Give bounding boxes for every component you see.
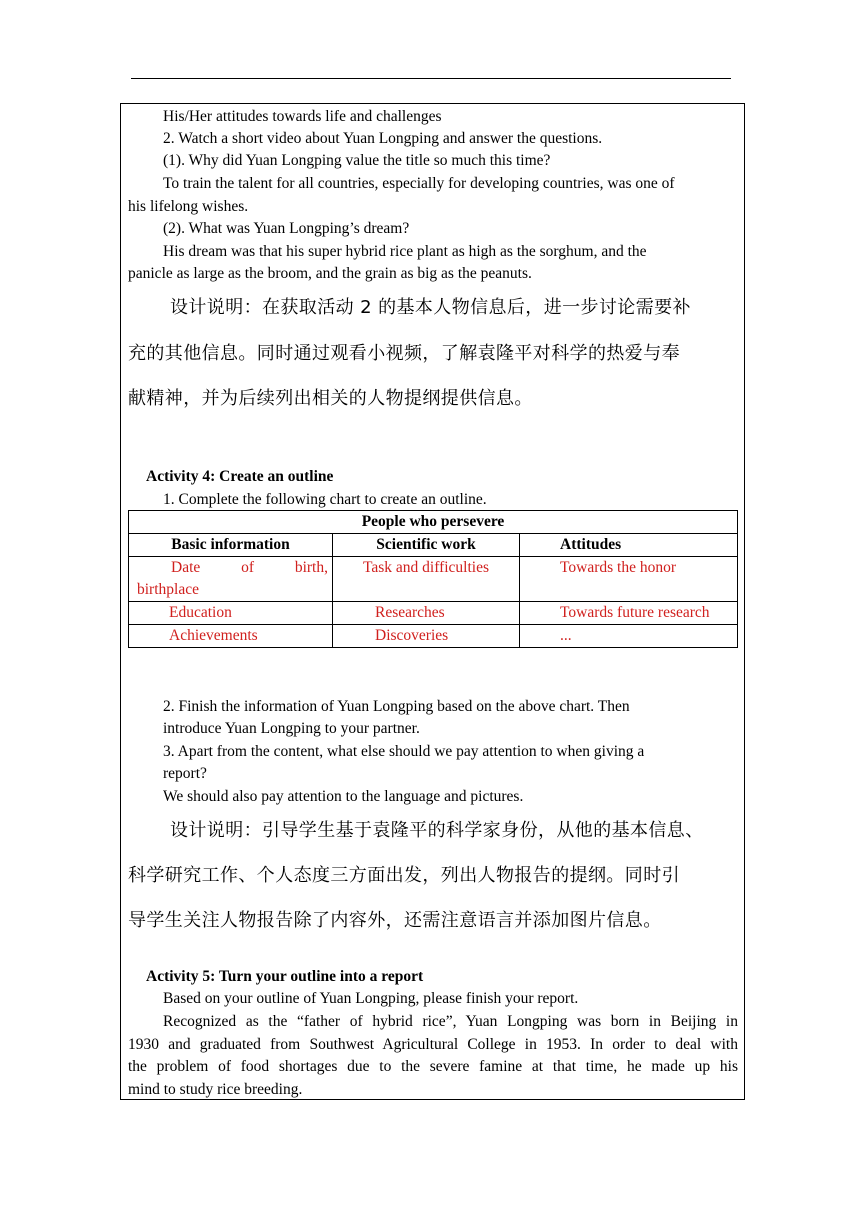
activity-5-para-line1: Recognized as the “father of hybrid rice”, Yuan Longping was born in Beijing in	[163, 1013, 738, 1030]
cell-future-research: Towards future research	[520, 602, 738, 625]
activity-4-step3-line2: report?	[163, 765, 207, 782]
cell-word: of	[241, 559, 255, 576]
cell-researches: Researches	[333, 602, 520, 625]
activity-5-para-line2: 1930 and graduated from Southwest Agricultural College in 1953. In order to deal with	[128, 1036, 738, 1053]
answer-2-1-line2: his lifelong wishes.	[128, 198, 249, 215]
cell-education: Education	[129, 602, 333, 625]
outline-table	[128, 510, 738, 648]
activity-4-step2-line1: 2. Finish the information of Yuan Longping based on the above chart. Then	[163, 698, 630, 715]
cell-word: birth,	[294, 559, 328, 576]
attitude-line: His/Her attitudes towards life and challenges	[163, 108, 442, 125]
cell-date-of-birth	[129, 557, 333, 602]
cell-birthplace: birthplace	[137, 581, 199, 598]
table-caption-row	[129, 511, 738, 534]
answer-2-1-line1: To train the talent for all countries, especially for developing countries, was one of	[163, 175, 675, 192]
header-basic-information: Basic information	[129, 534, 333, 557]
design-note-1-line2: 充的其他信息。同时通过观看小视频，了解袁隆平对科学的热爱与奉	[128, 343, 680, 364]
design-note-2-line1: 设计说明：引导学生基于袁隆平的科学家身份，从他的基本信息、	[170, 820, 704, 841]
question-2-1: (1). Why did Yuan Longping value the title so much this time?	[163, 152, 551, 169]
table-row	[129, 625, 738, 648]
activity-4-step1: 1. Complete the following chart to create an outline.	[163, 491, 487, 508]
table-header-row	[129, 534, 738, 557]
header-attitudes: Attitudes	[520, 534, 738, 557]
table-row	[129, 602, 738, 625]
design-note-2-line2: 科学研究工作、个人态度三方面出发，列出人物报告的提纲。同时引	[128, 865, 680, 886]
answer-2-2-line2: panicle as large as the broom, and the grain as big as the peanuts.	[128, 265, 532, 282]
activity-5-title: Activity 5: Turn your outline into a report	[146, 968, 424, 985]
design-note-1-line3: 献精神，并为后续列出相关的人物提纲提供信息。	[128, 388, 533, 409]
question-2: 2. Watch a short video about Yuan Longping and answer the questions.	[163, 130, 603, 147]
activity-5-para-line3: the problem of food shortages due to the severe famine at that time, he made up his	[128, 1058, 738, 1075]
design-note-1-line1: 设计说明：在获取活动 2 的基本人物信息后，进一步讨论需要补	[170, 297, 691, 318]
answer-2-2-line1: His dream was that his super hybrid rice plant as high as the sorghum, and the	[163, 243, 647, 260]
activity-4-step2-line2: introduce Yuan Longping to your partner.	[163, 720, 420, 737]
activity-4-step3-line1: 3. Apart from the content, what else should we pay attention to when giving a	[163, 743, 645, 760]
table-caption: People who persevere	[129, 511, 738, 534]
activity-4-title: Activity 4: Create an outline	[146, 468, 334, 485]
cell-task-difficulties: Task and difficulties	[333, 557, 520, 602]
activity-4-answer3: We should also pay attention to the language and pictures.	[163, 788, 524, 805]
cell-achievements: Achievements	[129, 625, 333, 648]
cell-discoveries: Discoveries	[333, 625, 520, 648]
cell-word: Date	[171, 559, 201, 576]
activity-5-instruction: Based on your outline of Yuan Longping, please finish your report.	[163, 990, 579, 1007]
page-header-rule	[131, 78, 731, 79]
table-row	[129, 557, 738, 602]
activity-5-para-line4: mind to study rice breeding.	[128, 1081, 303, 1098]
design-note-2-line3: 导学生关注人物报告除了内容外，还需注意语言并添加图片信息。	[128, 910, 662, 931]
cell-towards-honor: Towards the honor	[520, 557, 738, 602]
cell-ellipsis: ...	[520, 625, 738, 648]
question-2-2: (2). What was Yuan Longping’s dream?	[163, 220, 410, 237]
header-scientific-work: Scientific work	[333, 534, 520, 557]
